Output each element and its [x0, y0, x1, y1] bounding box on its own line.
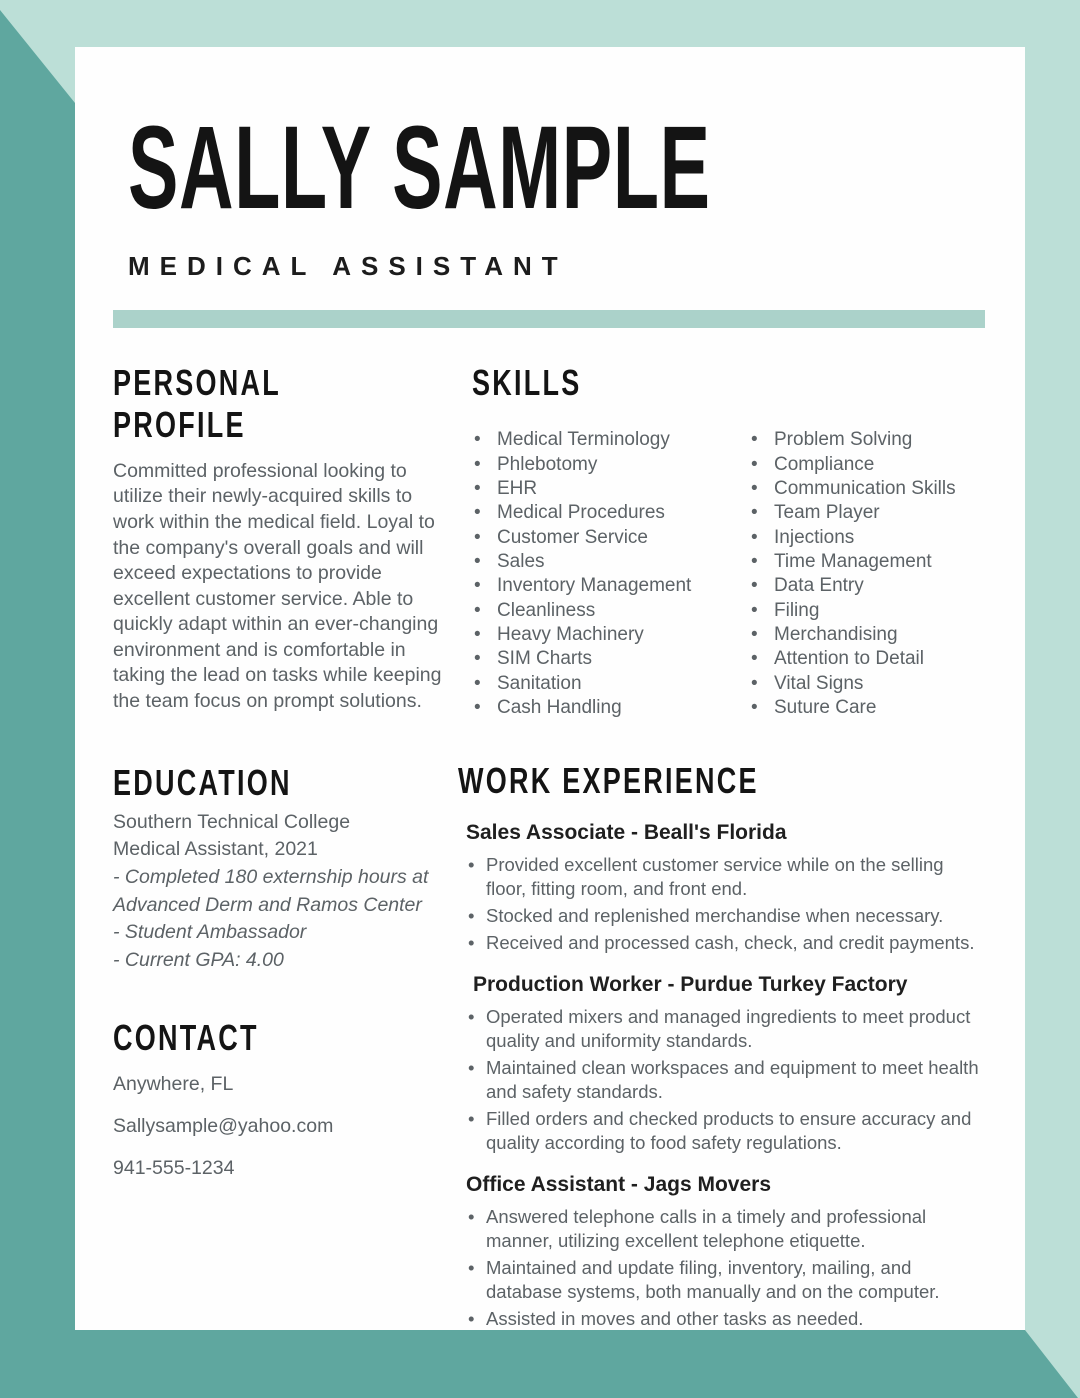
job-bullet: • Maintained clean workspaces and equipment to meet health and safety standards. [458, 1056, 985, 1104]
right-column [458, 362, 985, 1334]
skills-lists [458, 428, 985, 720]
education-detail-item: - Current GPA: 4.00 [113, 949, 284, 972]
education-heading: EDUCATION [113, 762, 292, 804]
job-bullet: • Operated mixers and managed ingredients to meet product quality and uniformity standards. [458, 1005, 985, 1053]
contact-location: Anywhere, FL [113, 1073, 234, 1096]
contact-email: Sallysample@yahoo.com [113, 1115, 334, 1138]
job-bullets [458, 853, 985, 955]
personal-profile-heading: PERSONAL PROFILE [113, 362, 281, 446]
skill-item: • Injections [741, 526, 985, 550]
work-experience-heading: WORK EXPERIENCE [458, 760, 759, 802]
person-name: SALLY SAMPLE [128, 102, 711, 234]
skill-item: • Compliance [741, 453, 985, 477]
job-bullet: • Answered telephone calls in a timely and professional manner, utilizing excellent telephone etiquette. [458, 1205, 985, 1253]
job-bullet: • Provided excellent customer service while on the selling floor, fitting room, and front end. [458, 853, 985, 901]
job-bullet: • Received and processed cash, check, and credit payments. [458, 931, 985, 955]
skill-item: • Inventory Management [464, 574, 741, 598]
education-details [113, 809, 445, 975]
skill-item: • Sanitation [464, 672, 741, 696]
skill-item: • Time Management [741, 550, 985, 574]
job-bullet: • Assisted in moves and other tasks as needed. [458, 1307, 985, 1331]
job-bullets [458, 1205, 985, 1331]
job-title-heading: MEDICAL ASSISTANT [128, 251, 568, 281]
education-degree: Medical Assistant, 2021 [113, 838, 318, 861]
job-entry [458, 1173, 985, 1331]
skill-item: • Suture Care [741, 696, 985, 720]
education-school: Southern Technical College [113, 810, 351, 833]
skill-item: • Data Entry [741, 574, 985, 598]
skill-item: • Medical Procedures [464, 501, 741, 525]
skill-item: • Merchandising [741, 623, 985, 647]
job-title: Production Worker - Purdue Turkey Factory [473, 972, 908, 996]
skills-heading: SKILLS [472, 362, 582, 403]
job-entry [458, 821, 985, 955]
skill-item: • Medical Terminology [464, 428, 741, 452]
contact-details [113, 1073, 445, 1180]
job-bullet: • Stocked and replenished merchandise when necessary. [458, 904, 985, 928]
skill-item: • Cash Handling [464, 696, 741, 720]
content-columns [113, 362, 985, 1334]
skill-item: • Problem Solving [741, 428, 985, 452]
accent-divider-bar [113, 310, 985, 328]
skill-item: • Heavy Machinery [464, 623, 741, 647]
job-bullet: • Filled orders and checked products to ensure accuracy and quality according to food safety regulations. [458, 1107, 985, 1155]
skill-item: • Phlebotomy [464, 453, 741, 477]
job-bullet: • Maintained and update filing, inventory, mailing, and database systems, both manually and on the computer. [458, 1256, 985, 1304]
skill-item: • Sales [464, 550, 741, 574]
skill-item: • Vital Signs [741, 672, 985, 696]
resume-card [75, 47, 1025, 1330]
skill-item: • EHR [464, 477, 741, 501]
left-column [113, 362, 445, 1334]
personal-profile-text: Committed professional looking to utilize their newly-acquired skills to work within the medical field. Loyal to the company's overall goals and will exceed expectations to provide excellent customer service. Able to quickly adapt within an ever-changing environment and is comfortable in taking the lead on tasks while keeping the team focus on prompt solutions. [113, 459, 442, 712]
skill-item: • Communication Skills [741, 477, 985, 501]
contact-heading: CONTACT [113, 1016, 259, 1058]
skill-item: • SIM Charts [464, 647, 741, 671]
skill-item: • Team Player [741, 501, 985, 525]
skills-column-1 [464, 428, 741, 720]
job-bullets [458, 1005, 985, 1155]
job-entry [458, 973, 985, 1155]
contact-phone: 941-555-1234 [113, 1157, 235, 1180]
skill-item: • Cleanliness [464, 599, 741, 623]
skill-item: • Attention to Detail [741, 647, 985, 671]
education-detail-item: - Student Ambassador [113, 921, 307, 944]
skills-column-2 [741, 428, 985, 720]
education-detail-item: - Completed 180 externship hours at Advanced Derm and Ramos Center [113, 866, 429, 916]
job-title: Sales Associate - Beall's Florida [466, 820, 787, 844]
skill-item: • Customer Service [464, 526, 741, 550]
job-title: Office Assistant - Jags Movers [466, 1173, 771, 1197]
resume-header [128, 102, 985, 282]
skill-item: • Filing [741, 599, 985, 623]
